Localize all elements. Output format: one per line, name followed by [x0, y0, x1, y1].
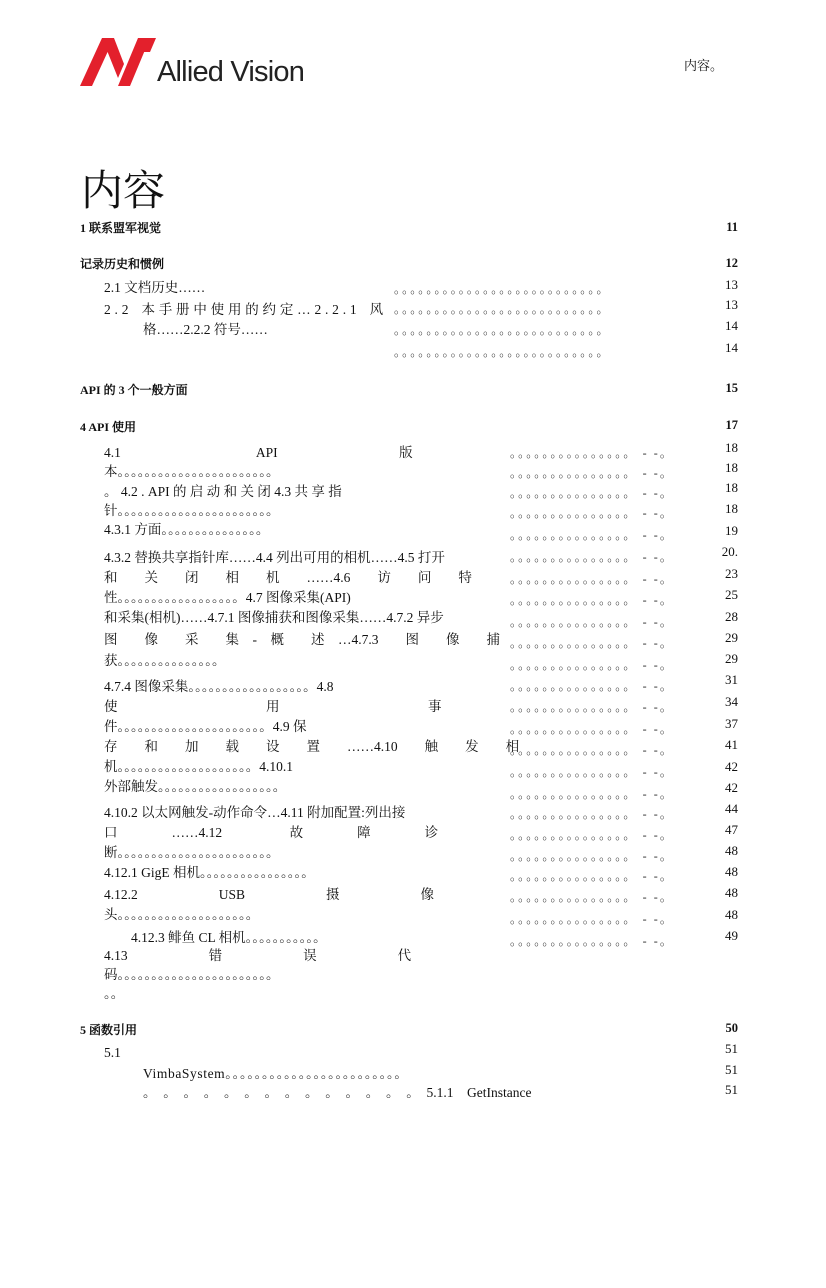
toc-entry[interactable]: 。 。 。 。 。 。 。 。 。 。 。 。 。 。 5.1.1 GetInstance	[143, 1085, 532, 1100]
toc-entry[interactable]: 件。。。。。。。。。。。。。。。。。。。。。。4.9 保	[104, 719, 307, 734]
leader-dots: 。。。。。。。。。。。。。。。 - -。	[510, 743, 674, 757]
toc-entry[interactable]: 4.1 API 版	[104, 445, 413, 460]
leader-dots: 。。。。。。。。。。。。。。。。。。。。。。。。。。	[394, 345, 611, 359]
toc-entry[interactable]: 4.13 错 误 代	[104, 948, 412, 963]
toc-page-number: 44	[725, 801, 738, 816]
toc-entry[interactable]: 断。。。。。。。。。。。。。。。。。。。。。。。	[104, 845, 280, 860]
toc-page-number: 18	[725, 440, 738, 455]
toc-page-number: 48	[725, 885, 738, 900]
toc-entry[interactable]: 5.1	[104, 1045, 121, 1060]
toc-section-5-page: 50	[725, 1021, 738, 1035]
toc-page-number: 13	[725, 277, 738, 292]
toc-entry[interactable]: 。 4.2 . API 的 启 动 和 关 闭 4.3 共 享 指	[104, 484, 342, 499]
leader-dots: 。。。。。。。。。。。。。。。 - -。	[510, 506, 674, 520]
leader-dots: 。。。。。。。。。。。。。。。。。。。。。。。。。。	[394, 302, 611, 316]
leader-dots: 。。。。。。。。。。。。。。。 - -。	[510, 550, 674, 564]
toc-page-number: 37	[725, 716, 738, 731]
toc-page-number: 51	[725, 1082, 738, 1097]
toc-entry[interactable]: 4.7.4 图像采集。。。。。。。。。。。。。。。。。。4.8	[104, 679, 334, 694]
toc-page-number: 18	[725, 501, 738, 516]
toc-page-number: 47	[725, 822, 738, 837]
toc-entry[interactable]: 4.3.1 方面。。。。。。。。。。。。。。。	[104, 522, 270, 537]
leader-dots: 。。。。。。。。。。。。。。。 - -。	[510, 572, 674, 586]
leader-dots: 。。。。。。。。。。。。。。。 - -。	[510, 807, 674, 821]
toc-page-number: 41	[725, 737, 738, 752]
leader-dots: 。。。。。。。。。。。。。。。。。。。。。。。。。。	[394, 282, 611, 296]
toc-entry[interactable]: 获。。。。。。。。。。。。。。。	[104, 653, 226, 668]
toc-entry[interactable]: 格……2.2.2 符号……	[143, 322, 268, 337]
toc-entry[interactable]: 2.1 文档历史……	[104, 280, 206, 295]
toc-page-number: 34	[725, 694, 738, 709]
leader-dots: 。。。。。。。。。。。。。。。 - -。	[510, 934, 674, 948]
toc-entry[interactable]: 和采集(相机)……4.7.1 图像捕获和图像采集……4.7.2 异步	[104, 610, 444, 625]
toc-entry[interactable]: 头。。。。。。。。。。。。。。。。。。。。	[104, 907, 260, 922]
toc-page-number: 18	[725, 460, 738, 475]
toc-entry[interactable]: 4.3.2 替换共享指针库……4.4 列出可用的相机……4.5 打开	[104, 550, 445, 565]
toc-page-number: 51	[725, 1062, 738, 1077]
leader-dots: 。。。。。。。。。。。。。。。。。。。。。。。。。。	[394, 323, 611, 337]
toc-page-number: 49	[725, 928, 738, 943]
toc-entry[interactable]: 性。。。。。。。。。。。。。。。。。。4.7 图像采集(API)	[104, 590, 351, 605]
leader-dots: 。。。。。。。。。。。。。。。 - -。	[510, 466, 674, 480]
leader-dots: 。。。。。。。。。。。。。。。 - -。	[510, 528, 674, 542]
toc-page-number: 28	[725, 609, 738, 624]
toc-entry[interactable]: 4.12.1 GigE 相机。。。。。。。。。。。。。。。。	[104, 865, 315, 880]
toc-entry[interactable]: 。。	[104, 986, 125, 1001]
leader-dots: 。。。。。。。。。。。。。。。 - -。	[510, 849, 674, 863]
toc-page-number: 42	[725, 759, 738, 774]
leader-dots: 。。。。。。。。。。。。。。。 - -。	[510, 636, 674, 650]
toc-entry[interactable]: 机。。。。。。。。。。。。。。。。。。。。4.10.1	[104, 759, 293, 774]
toc-section-4-page: 17	[725, 418, 738, 432]
leader-dots: 。。。。。。。。。。。。。。。 - -。	[510, 828, 674, 842]
toc-page-number: 23	[725, 566, 738, 581]
toc-page-number: 20.	[721, 544, 738, 559]
allied-vision-logo-icon	[80, 38, 160, 86]
toc-entry[interactable]: 4.10.2 以太网触发-动作命令…4.11 附加配置:列出接	[104, 805, 406, 820]
toc-page-number: 48	[725, 864, 738, 879]
toc-page-number: 31	[725, 672, 738, 687]
toc-section-2[interactable]: 记录历史和惯例	[80, 257, 165, 271]
toc-entry[interactable]: 4.12.3 鲱鱼 CL 相机。。。。。。。。。。。	[104, 930, 327, 945]
toc-page-number: 51	[725, 1041, 738, 1056]
page-title: 内容	[81, 166, 166, 215]
toc-section-5[interactable]: 5 函数引用	[80, 1023, 138, 1037]
toc-section-1-page: 11	[726, 220, 738, 234]
toc-page-number: 29	[725, 651, 738, 666]
toc-entry[interactable]: 码。。。。。。。。。。。。。。。。。。。。。。。	[104, 967, 280, 982]
toc-section-2-page: 12	[725, 256, 738, 270]
toc-page-number: 14	[725, 340, 738, 355]
logo-text: Allied Vision	[157, 56, 305, 88]
leader-dots: 。。。。。。。。。。。。。。。 - -。	[510, 615, 674, 629]
toc-entry[interactable]: VimbaSystem。。。。。。。。。。。。。。。。。。。。。。。。	[143, 1066, 409, 1081]
toc-entry[interactable]: 本。。。。。。。。。。。。。。。。。。。。。。。	[104, 464, 280, 479]
leader-dots: 。。。。。。。。。。。。。。。 - -。	[510, 679, 674, 693]
leader-dots: 。。。。。。。。。。。。。。。 - -。	[510, 700, 674, 714]
toc-page-number: 29	[725, 630, 738, 645]
toc-entry[interactable]: 4.12.2 USB 摄 像	[104, 887, 435, 902]
toc-page-number: 42	[725, 780, 738, 795]
toc-entry[interactable]: 口 ……4.12 故 障 诊	[104, 825, 439, 840]
leader-dots: 。。。。。。。。。。。。。。。 - -。	[510, 869, 674, 883]
toc-entry[interactable]: 和 关 闭 相 机 ……4.6 访 问 特	[104, 570, 472, 585]
toc-entry[interactable]: 外部触发。。。。。。。。。。。。。。。。。。	[104, 779, 287, 794]
leader-dots: 。。。。。。。。。。。。。。。 - -。	[510, 765, 674, 779]
leader-dots: 。。。。。。。。。。。。。。。 - -。	[510, 658, 674, 672]
toc-page-number: 18	[725, 480, 738, 495]
leader-dots: 。。。。。。。。。。。。。。。 - -。	[510, 890, 674, 904]
toc-page-number: 48	[725, 843, 738, 858]
toc-entry[interactable]: 针。。。。。。。。。。。。。。。。。。。。。。。	[104, 503, 280, 518]
running-title: 内容。	[684, 58, 724, 73]
toc-section-1[interactable]: 1 联系盟军视觉	[80, 221, 162, 235]
leader-dots: 。。。。。。。。。。。。。。。 - -。	[510, 446, 674, 460]
toc-page-number: 48	[725, 907, 738, 922]
toc-section-3[interactable]: API 的 3 个一般方面	[80, 383, 188, 397]
toc-page-number: 13	[725, 297, 738, 312]
leader-dots: 。。。。。。。。。。。。。。。 - -。	[510, 912, 674, 926]
leader-dots: 。。。。。。。。。。。。。。。 - -。	[510, 722, 674, 736]
toc-page-number: 19	[725, 523, 738, 538]
toc-section-4[interactable]: 4 API 使用	[80, 420, 137, 434]
toc-page-number: 25	[725, 587, 738, 602]
toc-entry[interactable]: 图 像 采 集 - 概 述 …4.7.3 图 像 捕	[104, 632, 500, 647]
toc-page-number: 14	[725, 318, 738, 333]
toc-section-3-page: 15	[725, 381, 738, 395]
toc-entry[interactable]: 2.2 本手册中使用的约定…2.2.1 风	[104, 302, 387, 317]
toc-entry[interactable]: 存 和 加 载 设 置 ……4.10 触 发 相	[104, 739, 520, 754]
leader-dots: 。。。。。。。。。。。。。。。 - -。	[510, 787, 674, 801]
toc-entry[interactable]: 使 用 事	[104, 699, 442, 714]
leader-dots: 。。。。。。。。。。。。。。。 - -。	[510, 486, 674, 500]
leader-dots: 。。。。。。。。。。。。。。。 - -。	[510, 593, 674, 607]
